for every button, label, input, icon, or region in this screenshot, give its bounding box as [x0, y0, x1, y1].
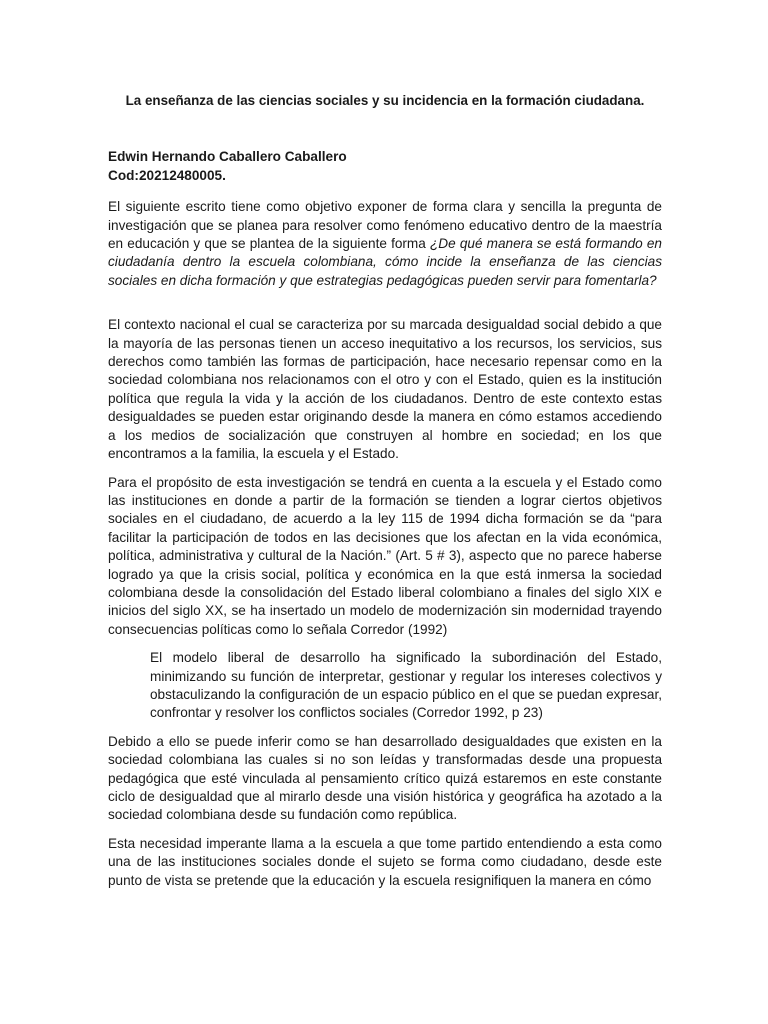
research-question: ¿De qué manera se está formando en ciudadanía dentro la escuela colombiana, cómo incide la enseñanza de las ciencias sociales en dicha formación y que estrategias pedagógicas pueden servir para fomentarla?: [108, 236, 662, 288]
document-page: [108, 92, 662, 900]
spacer: [108, 300, 662, 316]
document-title: La enseñanza de las ciencias sociales y su incidencia en la formación ciudadana.: [125, 93, 645, 108]
block-quote: El modelo liberal de desarrollo ha significado la subordinación del Estado, minimizando su función de interpretar, gestionar y regular los intereses colectivos y obstaculizando la configuración de un espacio público en el que se puedan expresar, confrontar y resolver los conflictos sociales (Corredor 1992, p 23): [150, 650, 662, 721]
paragraph-intro-text: El siguiente escrito tiene como objetivo exponer de forma clara y sencilla la pregunta de investigación que se planea para resolver como fenómeno educativo dentro de la maestría en educación y que se plantea de la siguiente forma: [108, 199, 662, 252]
author-name: Edwin Hernando Caballero Caballero: [108, 149, 347, 165]
paragraph-intro: [108, 198, 662, 290]
paragraph-purpose: Para el propósito de esta investigación se tendrá en cuenta a la escuela y el Estado como las instituciones en donde a partir de la formación se tienden a lograr ciertos objetivos sociales en el ciudadano, de acuerdo a la ley 115 de 1994 dicha formación se da “para facilitar la participación de todos en las decisiones que los afectan en la vida económica, política, administrativa y cultural de la Nación.” (Art. 5 # 3), aspecto que no parece haberse logrado ya que la crisis social, política y económica en la que está inmersa la sociedad colombiana desde la consolidación del Estado liberal colombiano a finales del siglo XIX e inicios del siglo XX, se ha insertado un modelo de modernización sin modernidad trayendo consecuencias políticas como lo señala Corredor (1992): [108, 474, 662, 637]
paragraph-context: El contexto nacional el cual se caracteriza por su marcada desigualdad social debido a que la mayoría de las personas tienen un acceso inequitativo a los recursos, los servicios, sus derechos como también las formas de participación, hace necesario repensar como en la sociedad colombiana nos relacionamos con el otro y con el Estado, quien es la institución política que regula la vida y la acción de los ciudadanos. Dentro de este contexto estas desigualdades se pueden estar originando desde la manera en cómo estamos accediendo a los medios de socialización que construyen al hombre en sociedad; en los que encontramos a la familia, la escuela y el Estado.: [108, 317, 662, 462]
student-code: Cod:20212480005.: [108, 167, 226, 183]
paragraph-inference: Debido a ello se puede inferir como se han desarrollado desigualdades que existen en la sociedad colombiana las cuales si no son leídas y transformadas desde una propuesta pedagógica que esté vinculada al pensamiento crítico quizá estaremos en este constante ciclo de desigualdad que al mirarlo desde una visión histórica y geográfica ha azotado a la sociedad colombiana desde su fundación como república.: [108, 733, 662, 823]
paragraph-necessity: Esta necesidad imperante llama a la escuela a que tome partido entendiendo a esta como una de las instituciones sociales donde el sujeto se forma como ciudadano, desde este punto de vista se pretende que la educación y la escuela resignifiquen la manera en cómo: [108, 835, 662, 888]
